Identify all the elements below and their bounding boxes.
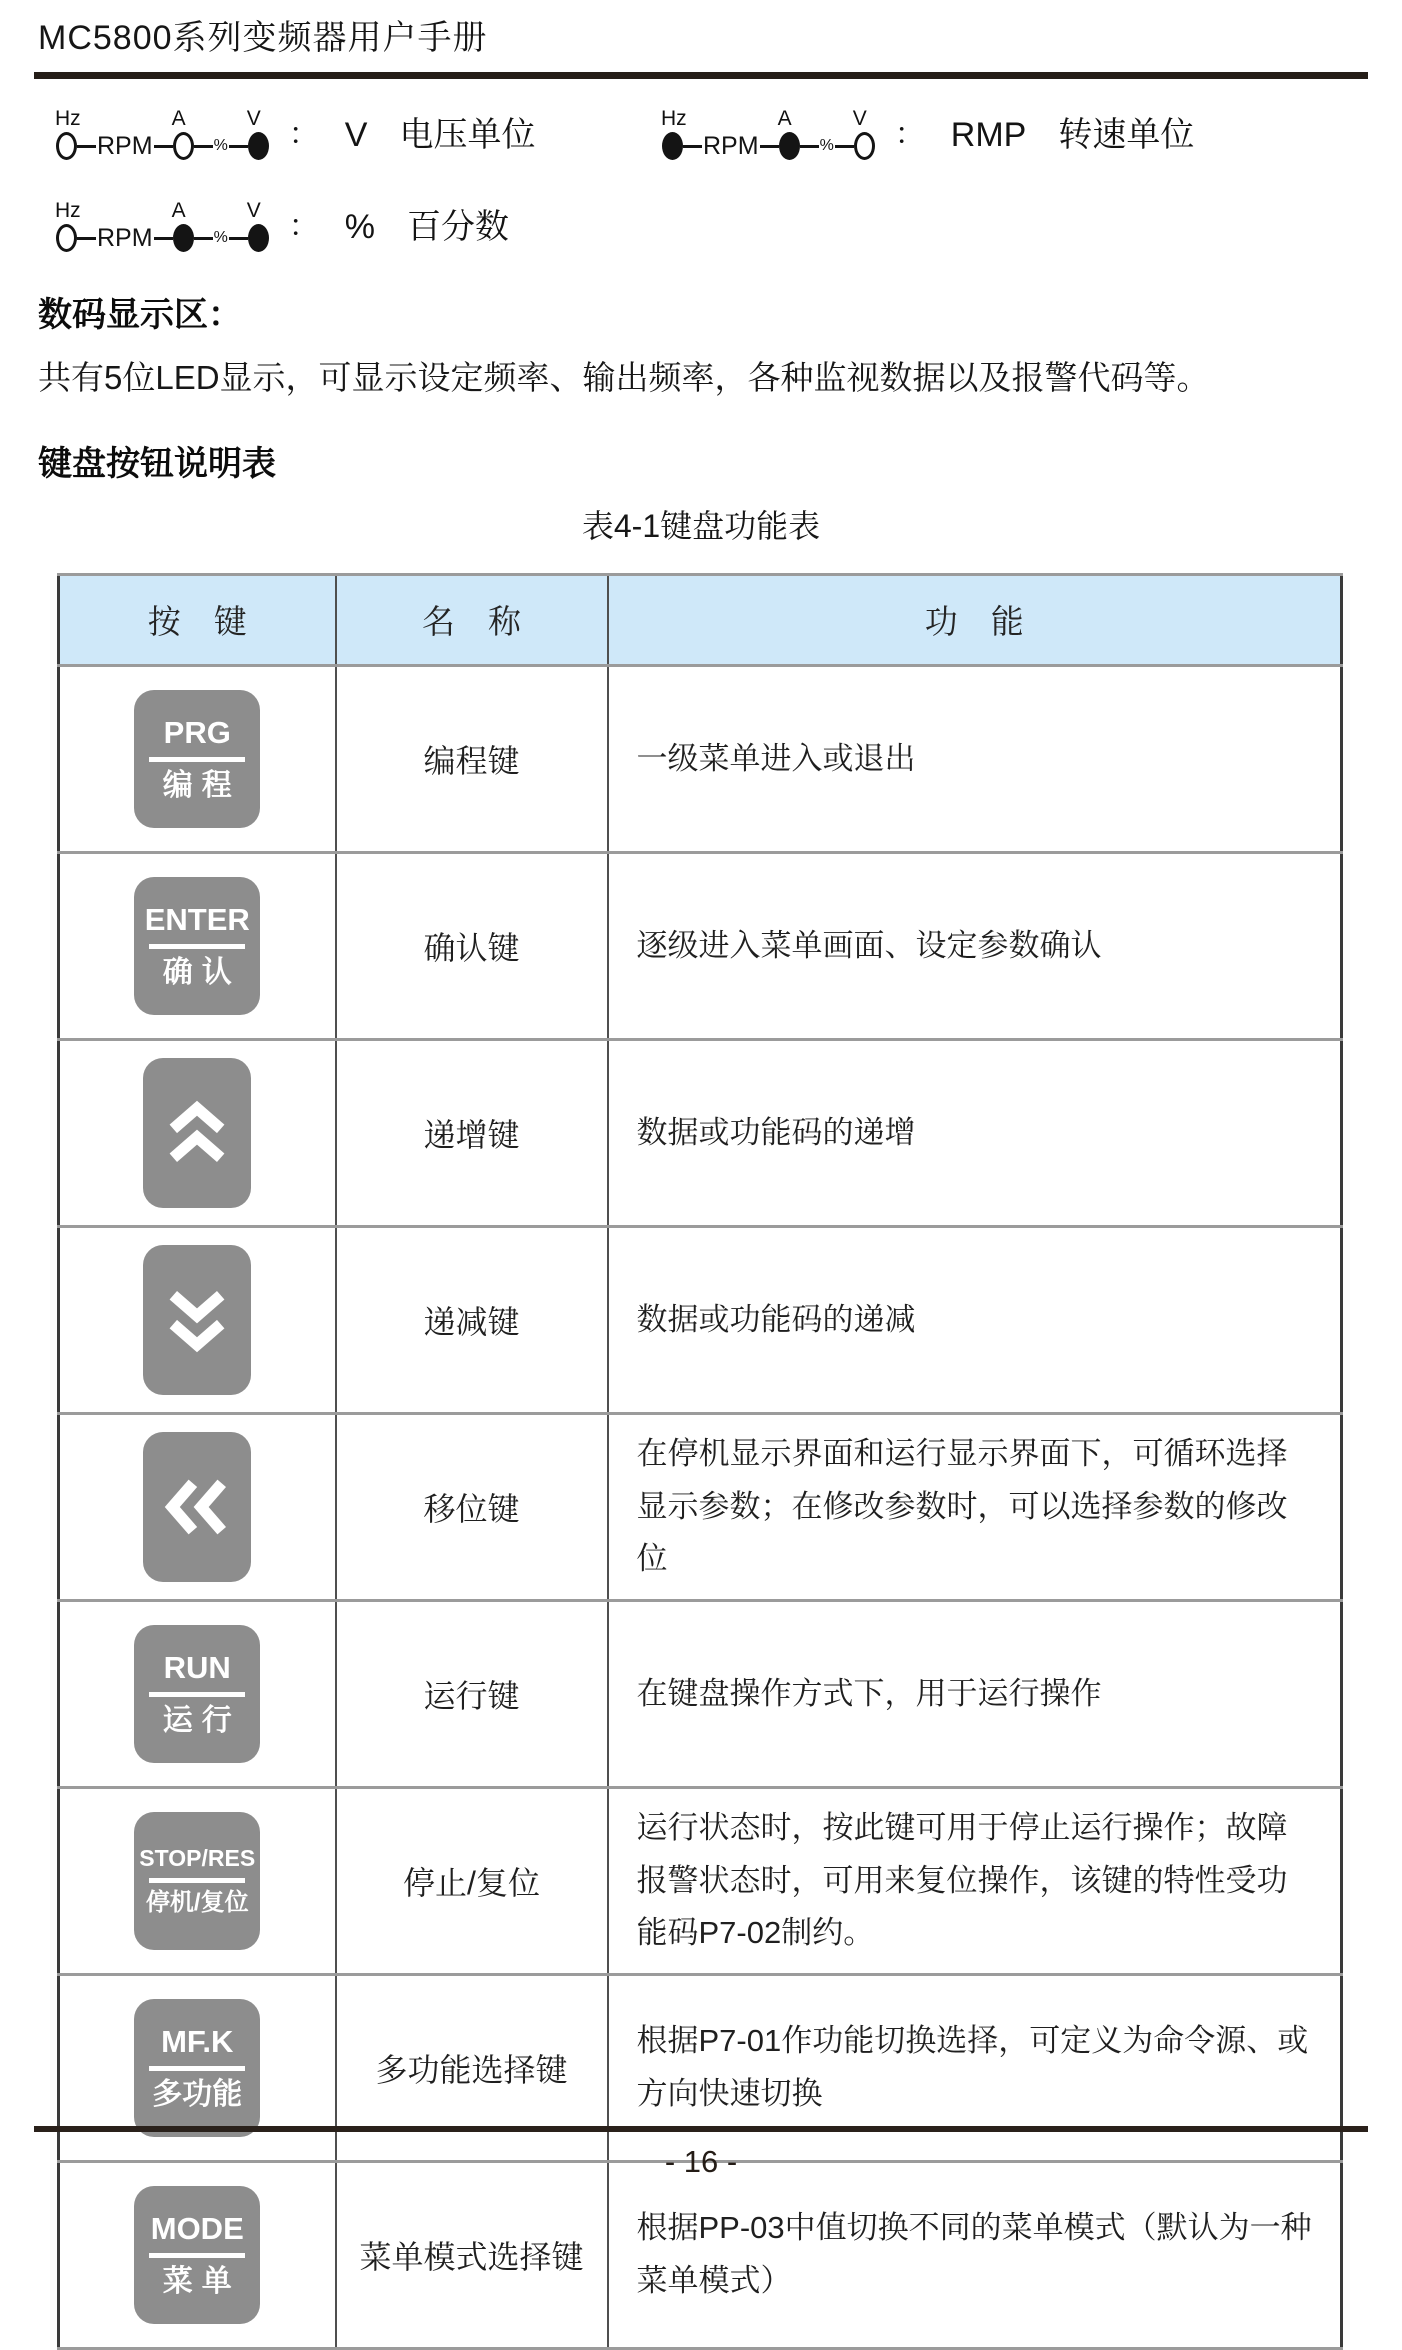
key-label-chinese: 确认 <box>162 955 241 989</box>
key-label-chinese: 菜单 <box>162 2264 241 2298</box>
table-row <box>59 1039 1342 1226</box>
led-connector-line <box>800 145 819 148</box>
key-cell <box>59 1787 336 1974</box>
key-label-chinese: 编程 <box>162 768 241 802</box>
led-connector-label: % <box>213 229 228 246</box>
key-label-latin: ENTER <box>144 901 250 937</box>
key-name: 递减键 <box>336 1226 608 1413</box>
table-row <box>59 1600 1342 1787</box>
legend-description: 转速单位 <box>1058 116 1195 154</box>
chevron-double-down-icon <box>164 1286 230 1354</box>
led-legend-item-voltage <box>56 109 662 161</box>
key-cell <box>59 1039 336 1226</box>
digital-display-body: 共有5位LED显示，可显示设定频率、输出频率，各种监视数据以及报警代码等。 <box>38 359 1210 396</box>
led-node-label: V <box>246 199 261 222</box>
led-node-label: Hz <box>55 199 81 222</box>
table-row <box>59 852 1342 1039</box>
key-function: 数据或功能码的递增 <box>608 1039 1342 1226</box>
key-label-latin: RUN <box>163 1649 231 1685</box>
key-function: 在键盘操作方式下，用于运行操作 <box>608 1600 1342 1787</box>
led-legend-item-rpm <box>662 109 1194 161</box>
led-node-label: V <box>852 107 867 130</box>
key-label-latin: STOP/RES <box>139 1844 256 1871</box>
led-connector-label: RPM <box>97 223 153 252</box>
led-connector-line <box>194 237 213 240</box>
legend-description: 电压单位 <box>399 116 536 154</box>
page-title: MC5800系列变频器用户手册 <box>38 19 488 57</box>
digital-display-heading: 数码显示区： <box>38 296 242 334</box>
key-function: 数据或功能码的递减 <box>608 1226 1342 1413</box>
key-divider-line <box>149 2066 245 2071</box>
legend-unit-label: V <box>344 116 368 154</box>
key-name: 确认键 <box>336 852 608 1039</box>
key-button-mode <box>134 2186 260 2324</box>
key-name: 菜单模式选择键 <box>336 2161 608 2348</box>
key-button-chevron-double-up <box>143 1058 251 1208</box>
key-function: 根据PP-03中值切换不同的菜单模式（默认为一种菜单模式） <box>608 2161 1342 2348</box>
led-node <box>55 107 81 160</box>
led-node-label: A <box>777 107 792 130</box>
led-node <box>171 199 194 252</box>
led-node <box>171 107 194 160</box>
led-on-indicator <box>248 224 269 252</box>
key-button-enter <box>134 877 260 1015</box>
led-legend-item-percent <box>56 201 509 253</box>
key-divider-line <box>149 1692 245 1697</box>
led-off-indicator <box>56 132 77 160</box>
led-diagram <box>55 199 269 253</box>
led-connector-line <box>77 237 96 240</box>
key-function: 运行状态时，按此键可用于停止运行操作；故障报警状态时，可用来复位操作，该键的特性受功能码P7-02制约。 <box>608 1787 1342 1974</box>
led-connector-line <box>760 145 779 148</box>
key-name: 编程键 <box>336 665 608 852</box>
led-node-label: V <box>246 107 261 130</box>
led-diagram <box>661 107 875 161</box>
led-legend <box>56 109 1402 253</box>
chevron-double-up-icon <box>164 1099 230 1167</box>
key-cell <box>59 665 336 852</box>
key-function: 一级菜单进入或退出 <box>608 665 1342 852</box>
key-label-latin: PRG <box>163 714 231 750</box>
key-button-run <box>134 1625 260 1763</box>
key-name: 移位键 <box>336 1413 608 1600</box>
col-header-func: 功 能 <box>608 574 1342 665</box>
key-function: 逐级进入菜单画面、设定参数确认 <box>608 852 1342 1039</box>
key-button-prg <box>134 690 260 828</box>
key-button-chevron-double-down <box>143 1245 251 1395</box>
chevron-double-left-icon <box>163 1474 231 1540</box>
key-label-latin: MODE <box>150 2210 244 2246</box>
key-name: 停止/复位 <box>336 1787 608 1974</box>
footer-rule <box>34 2126 1368 2132</box>
led-node <box>246 107 269 160</box>
legend-colon: ： <box>288 210 319 243</box>
led-off-indicator <box>854 132 875 160</box>
led-connector-label: RPM <box>703 131 759 160</box>
led-on-indicator <box>173 224 194 252</box>
led-connector-line <box>835 145 854 148</box>
keypad-function-table <box>57 573 1343 2350</box>
led-node-label: A <box>171 107 186 130</box>
key-divider-line <box>149 1878 245 1883</box>
key-cell <box>59 1226 336 1413</box>
led-node <box>246 199 269 252</box>
col-header-name: 名 称 <box>336 574 608 665</box>
led-diagram <box>55 107 269 161</box>
led-connector-line <box>77 145 96 148</box>
key-label-latin: MF.K <box>161 2023 234 2059</box>
led-node <box>852 107 875 160</box>
key-label-chinese: 多功能 <box>152 2077 243 2111</box>
key-cell <box>59 1974 336 2161</box>
led-connector-line <box>229 237 248 240</box>
key-button-chevron-double-left <box>143 1432 251 1582</box>
key-function: 在停机显示界面和运行显示界面下，可循环选择显示参数；在修改参数时，可以选择参数的修改位 <box>608 1413 1342 1600</box>
led-connector-label: % <box>819 137 834 154</box>
key-cell <box>59 2161 336 2348</box>
key-name: 多功能选择键 <box>336 1974 608 2161</box>
key-cell <box>59 1413 336 1600</box>
led-on-indicator <box>662 132 683 160</box>
led-legend-row-1 <box>56 109 1402 161</box>
key-divider-line <box>149 944 245 949</box>
page-number: - 16 - <box>664 2144 738 2179</box>
key-button-mf-k <box>134 1999 260 2137</box>
led-legend-row-2 <box>56 201 1402 253</box>
key-label-chinese: 停机/复位 <box>145 1888 249 1916</box>
led-connector-line <box>194 145 213 148</box>
table-row <box>59 1226 1342 1413</box>
legend-colon: ： <box>288 118 319 151</box>
led-connector-line <box>683 145 702 148</box>
led-connector-label: % <box>213 137 228 154</box>
led-on-indicator <box>779 132 800 160</box>
key-divider-line <box>149 757 245 762</box>
key-cell <box>59 852 336 1039</box>
led-off-indicator <box>56 224 77 252</box>
led-node <box>661 107 687 160</box>
table-row <box>59 1413 1342 1600</box>
table-caption: 表4-1键盘功能表 <box>581 507 821 544</box>
led-connector-line <box>154 145 173 148</box>
key-function: 根据P7-01作功能切换选择，可定义为命令源、或方向快速切换 <box>608 1974 1342 2161</box>
led-node-label: A <box>171 199 186 222</box>
col-header-key: 按 键 <box>59 574 336 665</box>
key-button-stop-res <box>134 1812 260 1950</box>
key-divider-line <box>149 2253 245 2258</box>
led-on-indicator <box>248 132 269 160</box>
table-row <box>59 1787 1342 1974</box>
table-row <box>59 1974 1342 2161</box>
legend-colon: ： <box>894 118 925 151</box>
key-cell <box>59 1600 336 1787</box>
keypad-table-body <box>59 665 1342 2348</box>
header-rule <box>34 72 1368 79</box>
legend-unit-label: % <box>344 208 376 246</box>
table-row <box>59 2161 1342 2348</box>
led-node-label: Hz <box>55 107 81 130</box>
table-row <box>59 665 1342 852</box>
keypad-table-heading: 键盘按钮说明表 <box>38 444 276 483</box>
led-node <box>55 199 81 252</box>
table-header-row <box>59 574 1342 665</box>
key-name: 递增键 <box>336 1039 608 1226</box>
led-connector-line <box>229 145 248 148</box>
legend-unit-label: RMP <box>950 116 1027 154</box>
key-name: 运行键 <box>336 1600 608 1787</box>
key-label-chinese: 运行 <box>162 1703 241 1737</box>
led-connector-label: RPM <box>97 131 153 160</box>
led-node <box>777 107 800 160</box>
legend-description: 百分数 <box>407 208 510 246</box>
led-connector-line <box>154 237 173 240</box>
led-off-indicator <box>173 132 194 160</box>
led-node-label: Hz <box>661 107 687 130</box>
